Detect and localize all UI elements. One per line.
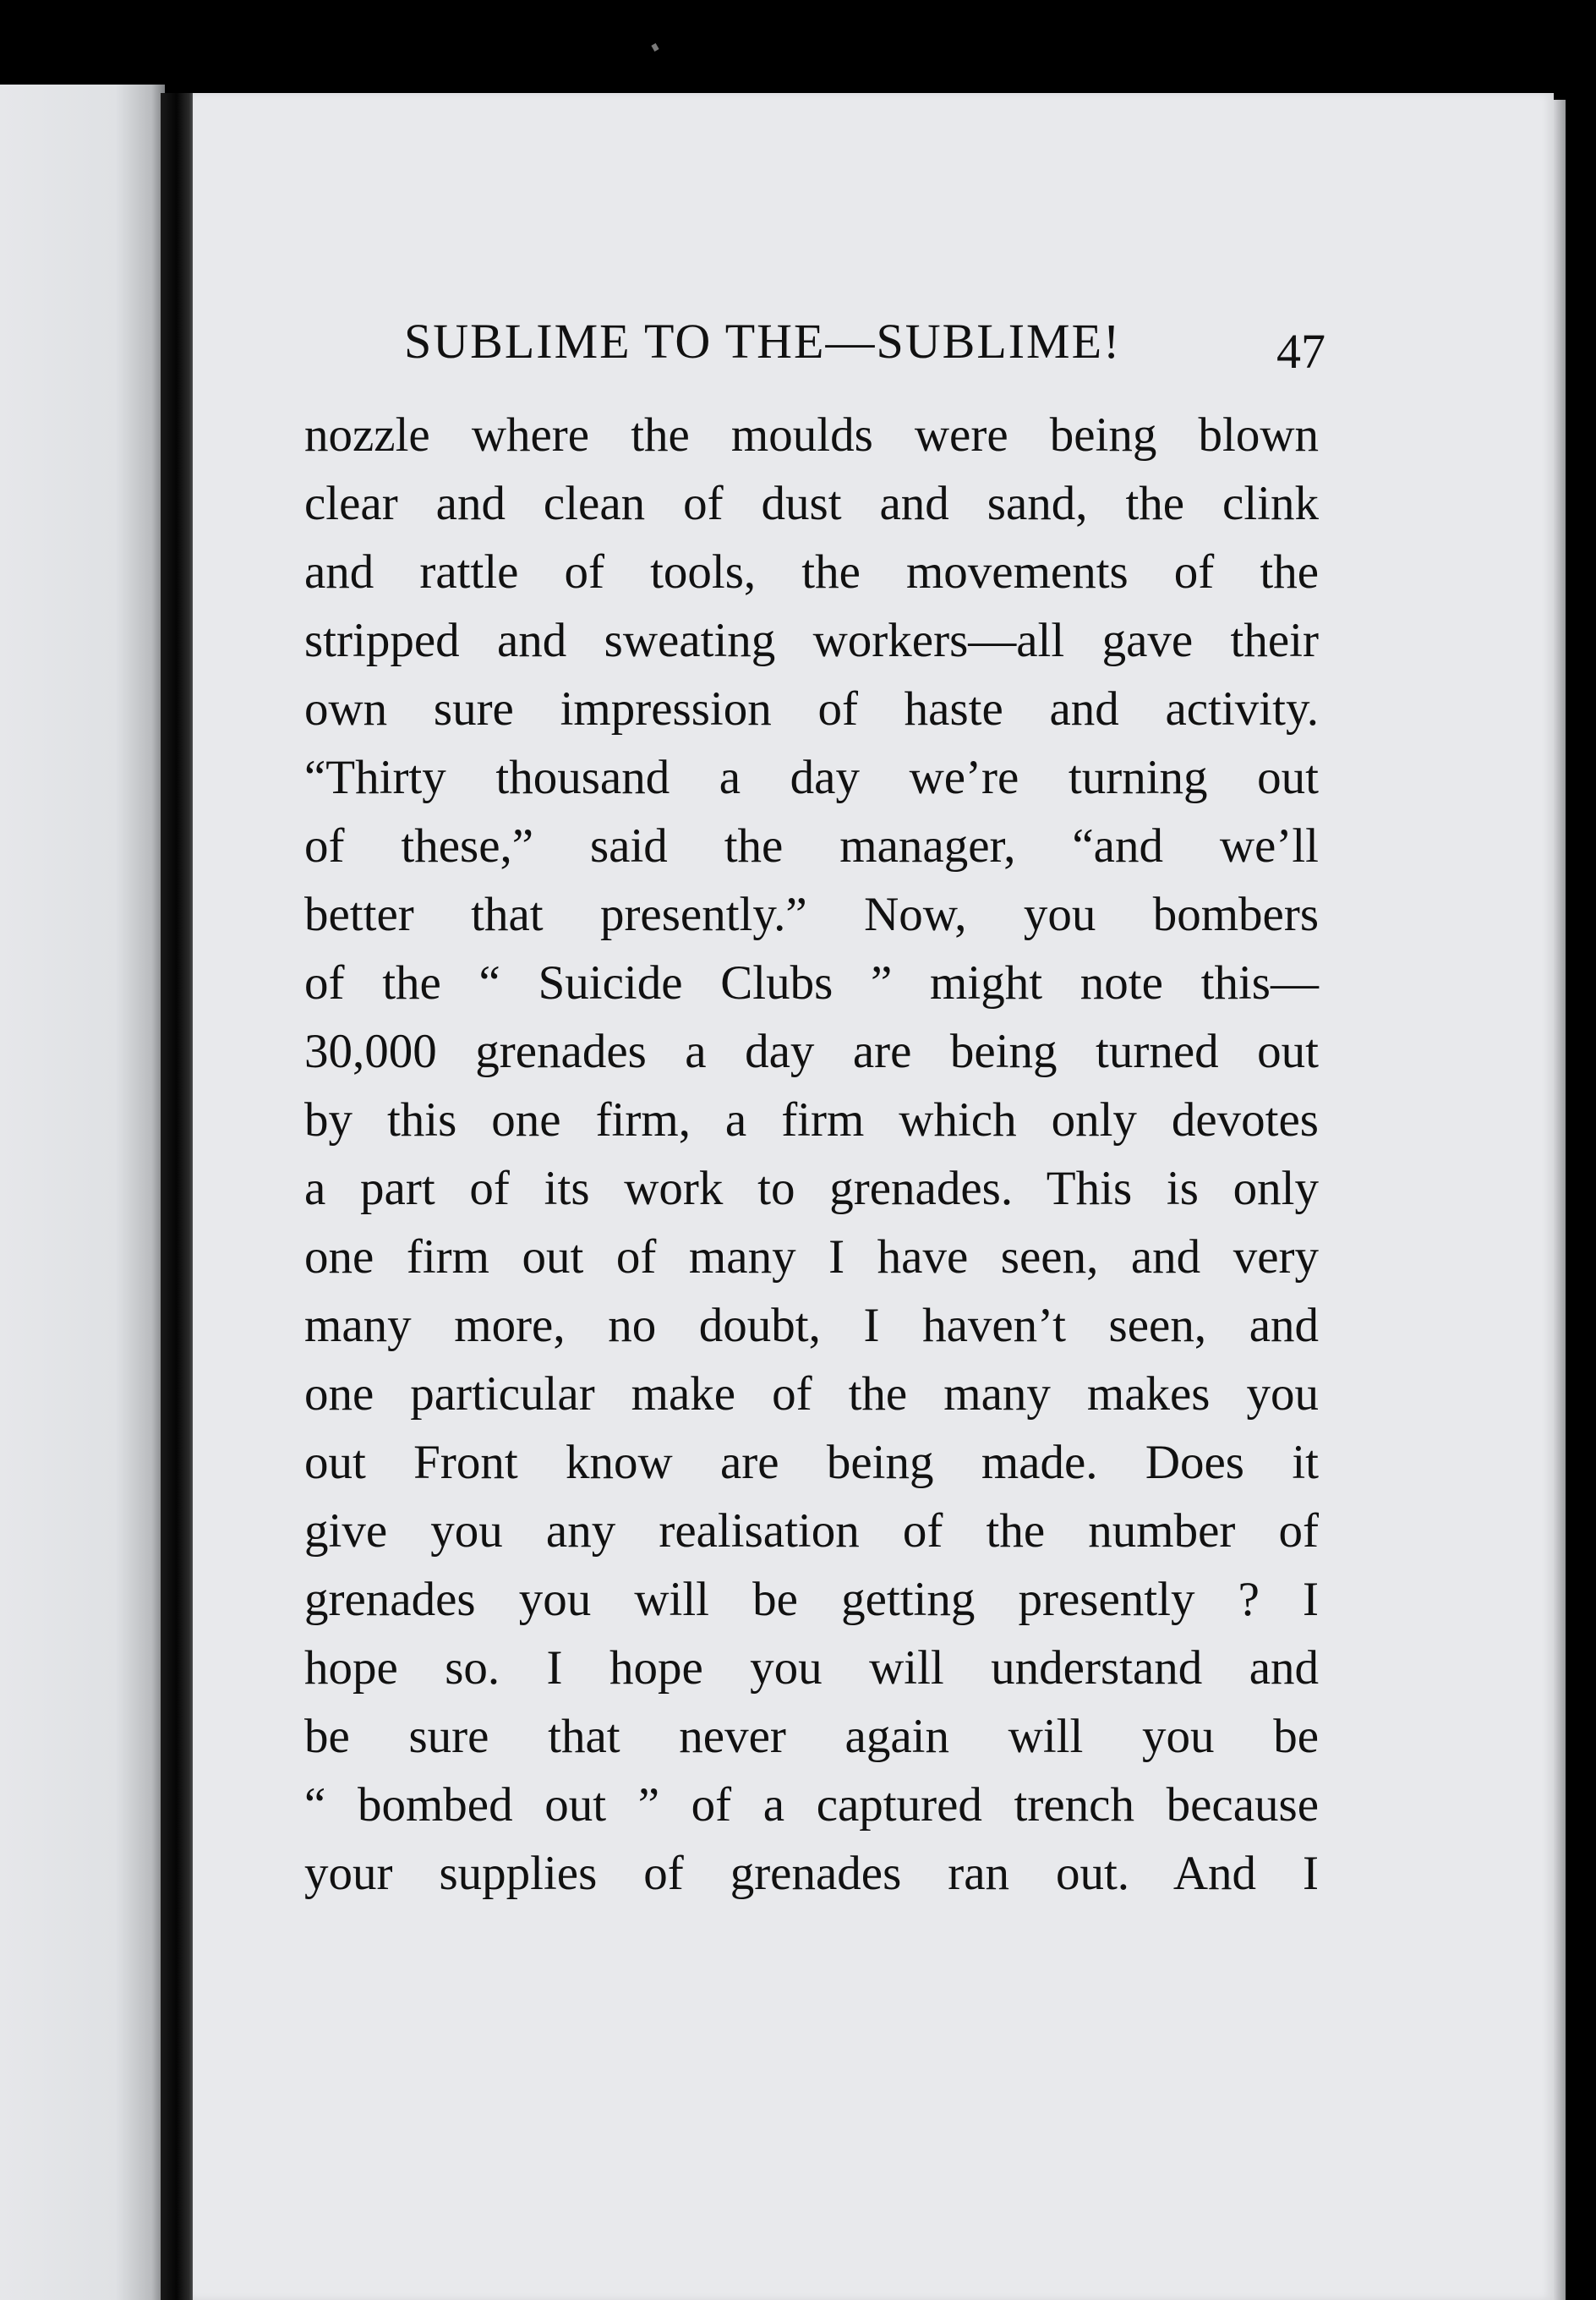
text-line: give you any realisation of the number of — [304, 1504, 1319, 1558]
text-line: better that presently.” Now, you bombers — [304, 888, 1319, 941]
book-gutter — [161, 93, 196, 2300]
text-line: “ bombed out ” of a captured trench because — [304, 1778, 1319, 1832]
text-line: grenades you will be getting presently ? I — [304, 1573, 1319, 1626]
text-line: your supplies of grenades ran out. And I — [304, 1847, 1319, 1900]
text-line: of the “ Suicide Clubs ” might note this— — [304, 956, 1319, 1010]
text-line: be sure that never again will you be — [304, 1710, 1319, 1763]
text-line: nozzle where the moulds were being blown — [304, 408, 1319, 462]
text-line: own sure impression of haste and activity. — [304, 682, 1319, 736]
scan-speck — [651, 43, 659, 52]
running-head-title: SUBLIME TO THE—SUBLIME! — [404, 314, 1122, 369]
text-line: of these,” said the manager, “and we’ll — [304, 819, 1319, 873]
facing-page-edge — [0, 85, 165, 2300]
text-line: stripped and sweating workers—all gave their — [304, 614, 1319, 667]
page-number: 47 — [1276, 324, 1325, 379]
running-head — [404, 304, 1325, 389]
text-line: 30,000 grenades a day are being turned out — [304, 1025, 1319, 1078]
text-line: one particular make of the many makes you — [304, 1367, 1319, 1421]
page-fore-edge — [1554, 100, 1566, 2300]
body-text — [304, 401, 1319, 1908]
text-line: “Thirty thousand a day we’re turning out — [304, 751, 1319, 804]
text-line: hope so. I hope you will understand and — [304, 1641, 1319, 1695]
text-line: one firm out of many I have seen, and very — [304, 1230, 1319, 1284]
text-line: out Front know are being made. Does it — [304, 1436, 1319, 1489]
text-line: by this one firm, a firm which only devotes — [304, 1093, 1319, 1147]
text-line: clear and clean of dust and sand, the clink — [304, 477, 1319, 530]
text-line: and rattle of tools, the movements of the — [304, 545, 1319, 599]
text-line: many more, no doubt, I haven’t seen, and — [304, 1299, 1319, 1352]
text-line: a part of its work to grenades. This is only — [304, 1162, 1319, 1215]
